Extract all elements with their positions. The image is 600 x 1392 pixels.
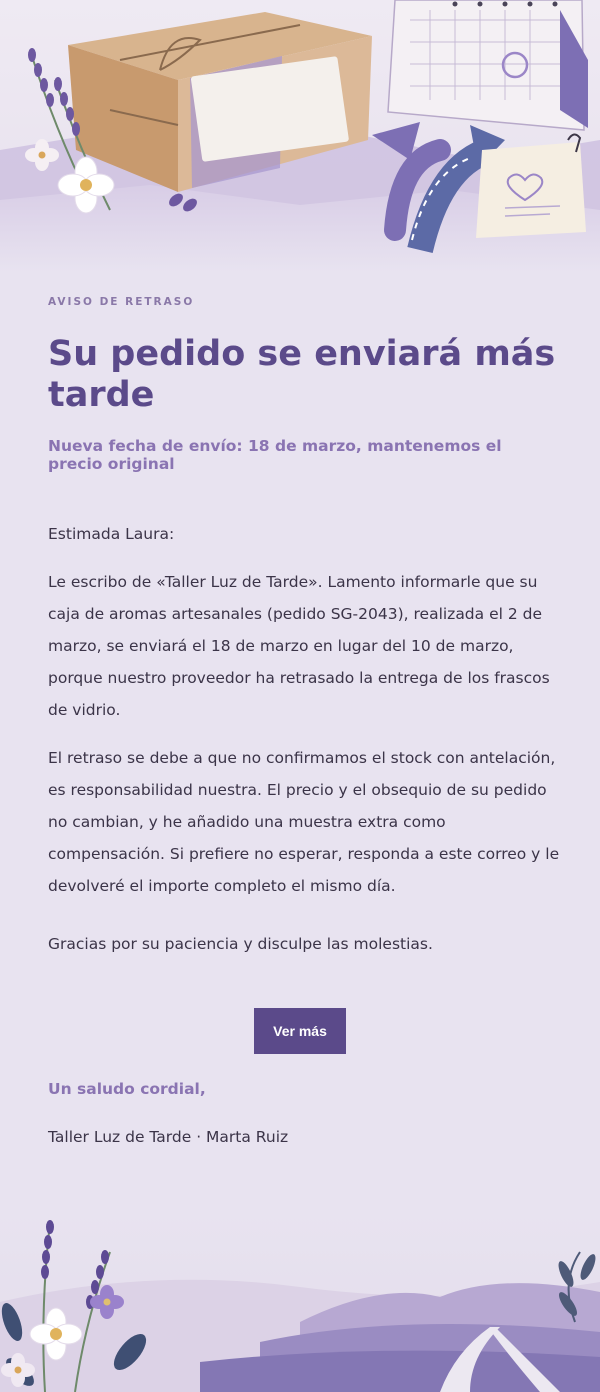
greeting: Estimada Laura: (48, 525, 175, 543)
email-content (48, 296, 560, 1146)
paragraph-delay-info: Le escribo de «Taller Luz de Tarde». Lamento informarle que su caja de aromas artesanales (pedido SG-2043), realizada el 2 de marzo, se enviará el 18 de marzo en lugar del 10 de marzo, porque nuestro proveedor ha retrasado la entrega de los frascos de vidrio. (48, 573, 550, 719)
signoff: Un saludo cordial, (48, 1080, 206, 1098)
paragraph-thanks: Gracias por su paciencia y disculpe las molestias. (48, 935, 433, 953)
footer-illustration (0, 1212, 600, 1392)
calendar-icon (388, 0, 588, 130)
notice-label: AVISO DE RETRASO (48, 296, 195, 308)
subtitle: Nueva fecha de envío: 18 de marzo, mantenemos el precio original (48, 436, 502, 473)
see-more-button[interactable]: Ver más (254, 1008, 346, 1054)
note-heart-icon (476, 134, 586, 238)
header-illustration (0, 0, 600, 272)
signature: Taller Luz de Tarde · Marta Ruiz (48, 1128, 289, 1146)
page-title: Su pedido se enviará más tarde (48, 334, 556, 416)
paragraph-compensation: El retraso se debe a que no confirmamos el stock con antelación, es responsabilidad nuestra. El precio y el obsequio de su pedido no cambian, y he añadido una muestra extra como compensación. Si prefiere no esperar, responda a este correo y le devolveré el importe completo el mismo día. (48, 749, 560, 895)
